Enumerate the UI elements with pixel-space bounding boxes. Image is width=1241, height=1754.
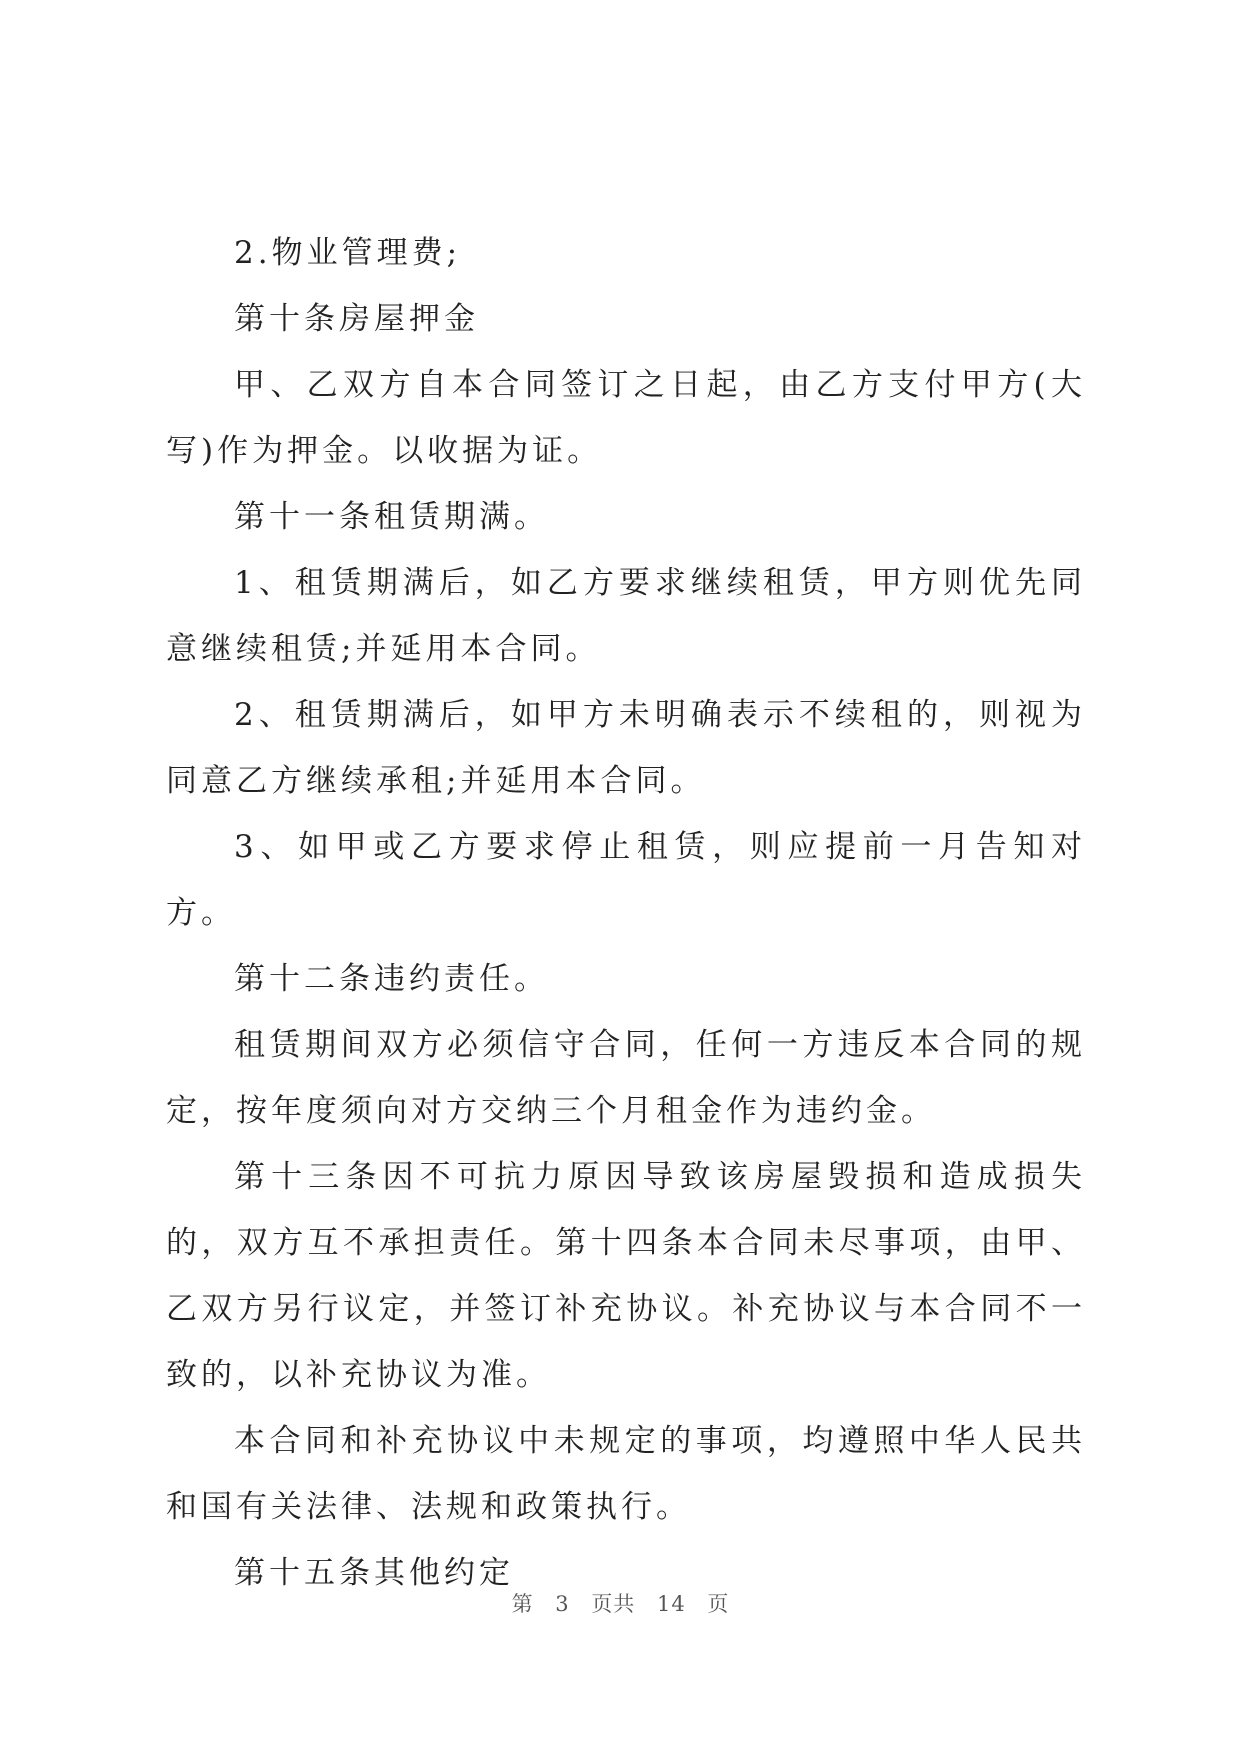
paragraph-applicable-law: 本合同和补充协议中未规定的事项，均遵照中华人民共和国有关法律、法规和政策执行。 [166, 1423, 1086, 1525]
paragraph-termination-notice: 3、如甲或乙方要求停止租赁，则应提前一月告知对方。 [166, 829, 1086, 931]
heading-article-11-lease-expiry: 第十一条租赁期满。 [234, 499, 549, 535]
heading-article-10-deposit: 第十条房屋押金 [234, 301, 479, 337]
heading-article-12-breach: 第十二条违约责任。 [234, 961, 549, 997]
document-body [166, 220, 1086, 1606]
paragraph-renewal-2: 2、租赁期满后，如甲方未明确表示不续租的，则视为同意乙方继续承租;并延用本合同。 [166, 697, 1086, 799]
footer-middle: 页共 [591, 1592, 636, 1616]
footer-total-pages: 14 [657, 1592, 686, 1616]
paragraph-renewal-1: 1、租赁期满后，如乙方要求继续租赁，甲方则优先同意继续租赁;并延用本合同。 [166, 565, 1086, 667]
paragraph-deposit-terms: 甲、乙双方自本合同签订之日起，由乙方支付甲方(大写)作为押金。以收据为证。 [166, 367, 1086, 469]
footer-suffix: 页 [707, 1592, 730, 1616]
page-footer [0, 1588, 1241, 1618]
footer-prefix: 第 [511, 1592, 534, 1616]
paragraph-breach-terms: 租赁期间双方必须信守合同，任何一方违反本合同的规定，按年度须向对方交纳三个月租金作为违约金。 [166, 1027, 1086, 1129]
paragraph-property-fee: 2.物业管理费; [234, 235, 462, 271]
heading-article-15-other: 第十五条其他约定 [234, 1555, 514, 1591]
footer-current-page: 3 [555, 1592, 570, 1616]
paragraph-force-majeure: 第十三条因不可抗力原因导致该房屋毁损和造成损失的，双方互不承担责任。第十四条本合同未尽事项，由甲、乙双方另行议定，并签订补充协议。补充协议与本合同不一致的，以补充协议为准。 [166, 1159, 1086, 1393]
